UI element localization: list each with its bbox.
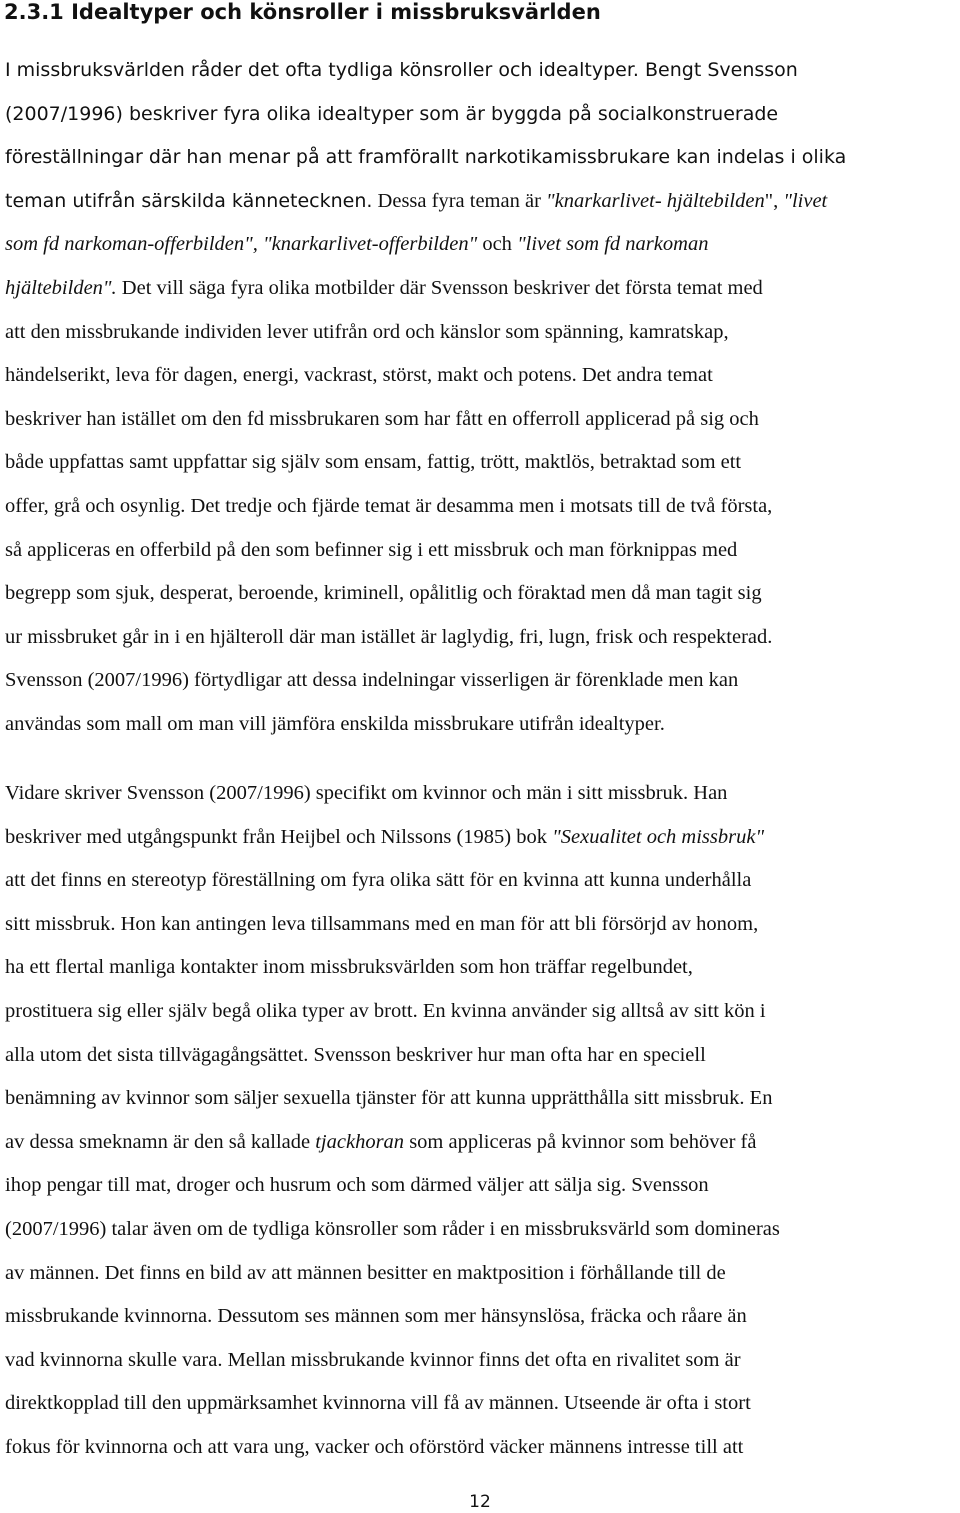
text-line: så appliceras en offerbild på den som befinner sig i ett missbruk och man förknippas med	[5, 538, 738, 561]
text-line: både uppfattas samt uppfattar sig själv som ensam, fattig, trött, maktlös, betraktad som ett	[5, 451, 742, 474]
text-line: missbrukande kvinnorna. Dessutom ses männen som mer hänsynslösa, fräcka och råare än	[5, 1305, 747, 1328]
text-line: beskriver med utgångspunkt från Heijbel och Nilssons (1985) bok "Sexualitet och missbruk"	[5, 825, 765, 848]
text-line: att den missbrukande individen lever utifrån ord och känslor som spänning, kamratskap,	[5, 320, 729, 343]
text-line: ha ett flertal manliga kontakter inom missbruksvärlden som hon träffar regelbundet,	[5, 956, 693, 979]
text-line: av dessa smeknamn är den så kallade tjackhoran som appliceras på kvinnor som behöver få	[5, 1130, 757, 1153]
text-line: ihop pengar till mat, droger och husrum och som därmed väljer att sälja sig. Svensson	[5, 1174, 709, 1197]
text-line: sitt missbruk. Hon kan antingen leva tillsammans med en man för att bli försörjd av honom,	[5, 912, 759, 935]
text-line: fokus för kvinnorna och att vara ung, vacker och oförstörd väcker männens intresse till att	[5, 1435, 744, 1458]
text-line: benämning av kvinnor som säljer sexuella tjänster för att kunna upprätthålla sitt missbruk. En	[5, 1087, 773, 1110]
text-line: vad kvinnorna skulle vara. Mellan missbrukande kvinnor finns det ofta en rivalitet som är	[5, 1348, 741, 1371]
italic-quote: "livet som fd narkoman	[517, 233, 709, 256]
italic-term: tjackhoran	[315, 1130, 405, 1153]
text-line: Svensson (2007/1996) förtydligar att dessa indelningar visserligen är förenklade men kan	[5, 669, 739, 692]
text-line: (2007/1996) talar även om de tydliga könsroller som råder i en missbruksvärld som domineras	[5, 1217, 780, 1240]
text-line: att det finns en stereotyp föreställning om fyra olika sätt för en kvinna att kunna underhålla	[5, 869, 752, 892]
text-line: händelserikt, leva för dagen, energi, vackrast, störst, makt och potens. Det andra temat	[5, 364, 713, 387]
text-line: direktkopplad till den uppmärksamhet kvinnorna vill få av männen. Utseende är ofta i stort	[5, 1392, 751, 1415]
text-line: teman utifrån särskilda kännetecknen. Dessa fyra teman är "knarkarlivet- hjältebilden", "livet	[5, 189, 828, 212]
text-line: alla utom det sista tillvägagångsättet. Svensson beskriver hur man ofta har en speciell	[5, 1043, 706, 1066]
text-line: begrepp som sjuk, desperat, beroende, kriminell, opålitlig och föraktad men då man tagit sig	[5, 582, 762, 605]
book-title: "Sexualitet och missbruk"	[552, 825, 765, 848]
italic-quote: "livet	[783, 189, 828, 212]
italic-quote: som fd narkoman-offerbilden", "knarkarlivet-offerbilden"	[5, 233, 478, 256]
text-line: beskriver han istället om den fd missbrukaren som har fått en offerroll applicerad på sig och	[5, 407, 759, 430]
paragraph-idealtyper	[5, 49, 960, 747]
text-line: prostituera sig eller själv begå olika typer av brott. En kvinna använder sig alltså av sitt kön i	[5, 999, 766, 1022]
text-line: användas som mall om man vill jämföra enskilda missbrukare utifrån idealtyper.	[5, 712, 665, 735]
text-line: offer, grå och osynlig. Det tredje och fjärde temat är desamma men i motsats till de två första,	[5, 494, 773, 517]
text-line: av männen. Det finns en bild av att männen besitter en maktposition i förhållande till de	[5, 1261, 726, 1284]
text-line: hjältebilden". Det vill säga fyra olika motbilder där Svensson beskriver det första temat med	[5, 276, 763, 299]
italic-quote: "knarkarlivet- hjältebilden	[546, 189, 765, 212]
text-line: I missbruksvärlden råder det ofta tydliga könsroller och idealtyper. Bengt Svensson	[5, 59, 798, 81]
text-line: föreställningar där han menar på att framförallt narkotikamissbrukare kan indelas i olika	[5, 146, 847, 169]
text-line: ur missbruket går in i en hjälteroll där man istället är laglydig, fri, lugn, frisk och respekterad.	[5, 625, 773, 648]
paragraph-kvinnor-och-man	[5, 772, 960, 1470]
text-line: som fd narkoman-offerbilden", "knarkarlivet-offerbilden" och "livet som fd narkoman	[5, 233, 709, 256]
italic-quote: hjältebilden".	[5, 276, 117, 299]
section-heading: 2.3.1 Idealtyper och könsroller i missbruksvärlden	[4, 0, 601, 24]
text-line: Vidare skriver Svensson (2007/1996) specifikt om kvinnor och män i sitt missbruk. Han	[5, 782, 728, 804]
page-number: 12	[469, 1492, 491, 1512]
text-line: (2007/1996) beskriver fyra olika idealtyper som är byggda på socialkonstruerade	[5, 102, 779, 125]
